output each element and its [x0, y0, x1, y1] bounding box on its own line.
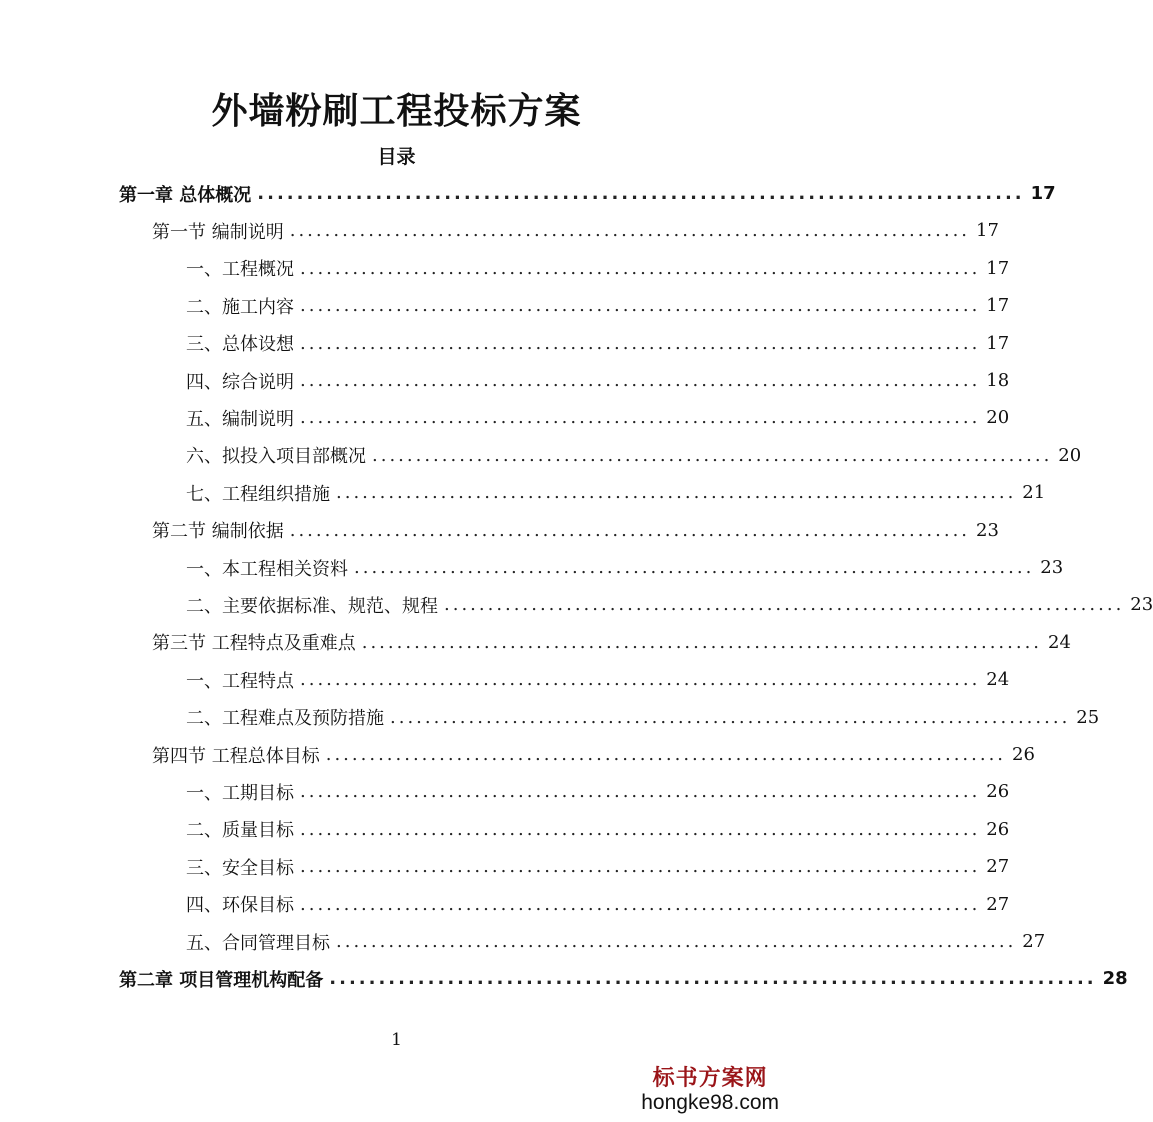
- toc-entry-label: 四、环保目标: [186, 895, 294, 917]
- toc-entry-page: 18: [986, 370, 1010, 391]
- toc-entry-page: 17: [986, 257, 1010, 279]
- toc-entry-label: 一、工期目标: [186, 782, 294, 804]
- toc-entry[interactable]: [119, 175, 1056, 212]
- toc-dot-leader: ..............................................................................: [289, 519, 971, 541]
- toc-entry-label: 一、工程特点: [186, 670, 294, 692]
- toc-entry-page: 26: [986, 781, 1010, 803]
- toc-entry-label: 六、拟投入项目部概况: [186, 446, 366, 468]
- watermark-url: hongke98.com: [641, 1090, 779, 1114]
- toc-entry-page: 25: [1076, 706, 1100, 728]
- toc-dot-leader: ..............................................................................: [300, 257, 981, 279]
- toc-entry-label: 二、施工内容: [186, 296, 294, 318]
- toc-entry[interactable]: [186, 811, 1010, 848]
- toc-dot-leader: ..............................................................................: [444, 594, 1125, 616]
- toc-entry-page: 27: [1022, 931, 1046, 952]
- toc-entry-page: 21: [1022, 482, 1046, 504]
- toc-dot-leader: ..............................................................................: [372, 444, 1053, 466]
- toc-entry[interactable]: [186, 661, 1010, 698]
- toc-entry-label: 第三节 工程特点及重难点: [152, 633, 356, 655]
- page-number: 1: [391, 1030, 402, 1050]
- toc-entry[interactable]: [186, 437, 1082, 474]
- toc-entry-page: 28: [1102, 968, 1128, 990]
- toc-dot-leader: ..............................................................................: [300, 407, 981, 429]
- toc-entry[interactable]: [186, 362, 1010, 399]
- watermark-name: 标书方案网: [652, 1065, 768, 1091]
- toc-entry[interactable]: [186, 586, 1153, 623]
- toc-entry[interactable]: [186, 325, 1010, 362]
- toc-entry[interactable]: [152, 624, 1071, 661]
- toc-entry-label: 第二节 编制依据: [152, 521, 284, 543]
- toc-entry[interactable]: [119, 960, 1128, 997]
- toc-entry-label: 第一章 总体概况: [119, 184, 252, 206]
- toc-entry[interactable]: [186, 699, 1100, 736]
- toc-entry[interactable]: [186, 923, 1046, 960]
- toc-entry-page: 26: [986, 818, 1010, 840]
- toc-entry-page: 23: [1040, 557, 1064, 578]
- toc-entry-label: 二、主要依据标准、规范、规程: [186, 595, 438, 617]
- toc-dot-leader: ..............................................................................: [336, 931, 1017, 952]
- toc-dot-leader: ..............................................................................: [300, 818, 981, 840]
- toc-entry-page: 20: [986, 407, 1010, 429]
- toc-dot-leader: ..............................................................................: [361, 631, 1043, 653]
- toc-entry[interactable]: [186, 250, 1010, 287]
- toc-dot-leader: ..............................................................................: [300, 856, 981, 878]
- toc-entry-label: 第四节 工程总体目标: [152, 745, 320, 767]
- toc-dot-leader: ..............................................................................: [289, 220, 971, 242]
- toc-dot-leader: ..............................................................................: [336, 482, 1017, 504]
- toc-entry[interactable]: [186, 549, 1064, 586]
- toc-entry-page: 27: [986, 893, 1010, 915]
- toc-entry-label: 四、综合说明: [186, 371, 294, 393]
- toc-entry[interactable]: [186, 399, 1010, 436]
- toc-dot-leader: ..............................................................................: [325, 744, 1007, 765]
- toc-entry[interactable]: [186, 773, 1010, 810]
- toc-entry-page: 23: [976, 519, 999, 541]
- toc-entry-label: 五、合同管理目标: [186, 932, 330, 954]
- toc-entry[interactable]: [186, 886, 1010, 923]
- toc-dot-leader: ..............................................................................: [390, 706, 1071, 728]
- toc-entry-label: 二、工程难点及预防措施: [186, 708, 384, 730]
- toc-entry-page: 17: [976, 220, 999, 242]
- toc-dot-leader: ..............................................................................: [300, 295, 981, 317]
- toc-entry-page: 27: [986, 856, 1010, 878]
- toc-heading: 目录: [377, 146, 416, 168]
- document-title: 外墙粉刷工程投标方案: [211, 91, 582, 132]
- toc-dot-leader: ..............................................................................: [300, 669, 981, 691]
- toc-entry-page: 23: [1130, 594, 1153, 616]
- toc-dot-leader: ..............................................................................: [257, 183, 1025, 204]
- toc-entry-label: 一、本工程相关资料: [186, 558, 348, 580]
- toc-entry-page: 17: [986, 332, 1010, 354]
- toc-entry[interactable]: [152, 736, 1035, 773]
- toc-entry-label: 第一节 编制说明: [152, 221, 284, 243]
- toc-entry-label: 五、编制说明: [186, 408, 294, 430]
- toc-entry[interactable]: [152, 212, 999, 249]
- toc-dot-leader: ..............................................................................: [329, 968, 1097, 990]
- toc-dot-leader: ..............................................................................: [300, 332, 981, 354]
- toc-entry-page: 24: [1048, 631, 1071, 653]
- toc-entry-page: 17: [986, 295, 1010, 317]
- toc-dot-leader: ..............................................................................: [354, 557, 1035, 578]
- toc-entry[interactable]: [152, 512, 999, 549]
- toc-entry-page: 17: [1030, 183, 1056, 204]
- toc-entry-label: 一、工程概况: [186, 259, 294, 281]
- toc-entry-page: 24: [986, 669, 1010, 691]
- watermark: [641, 1067, 779, 1114]
- toc-entry-page: 20: [1058, 444, 1082, 466]
- toc-dot-leader: ..............................................................................: [300, 893, 981, 915]
- toc-entry[interactable]: [186, 474, 1046, 511]
- toc-entry-label: 七、工程组织措施: [186, 483, 330, 505]
- toc-entry-label: 三、总体设想: [186, 334, 294, 356]
- toc-entry-label: 第二章 项目管理机构配备: [119, 969, 324, 991]
- toc-entry-label: 二、质量目标: [186, 820, 294, 842]
- toc-entry[interactable]: [186, 287, 1010, 324]
- toc-dot-leader: ..............................................................................: [300, 781, 981, 803]
- toc-entry-label: 三、安全目标: [186, 857, 294, 879]
- toc-entry-page: 26: [1012, 744, 1035, 765]
- toc-entry[interactable]: [186, 848, 1010, 885]
- toc-dot-leader: ..............................................................................: [300, 370, 981, 391]
